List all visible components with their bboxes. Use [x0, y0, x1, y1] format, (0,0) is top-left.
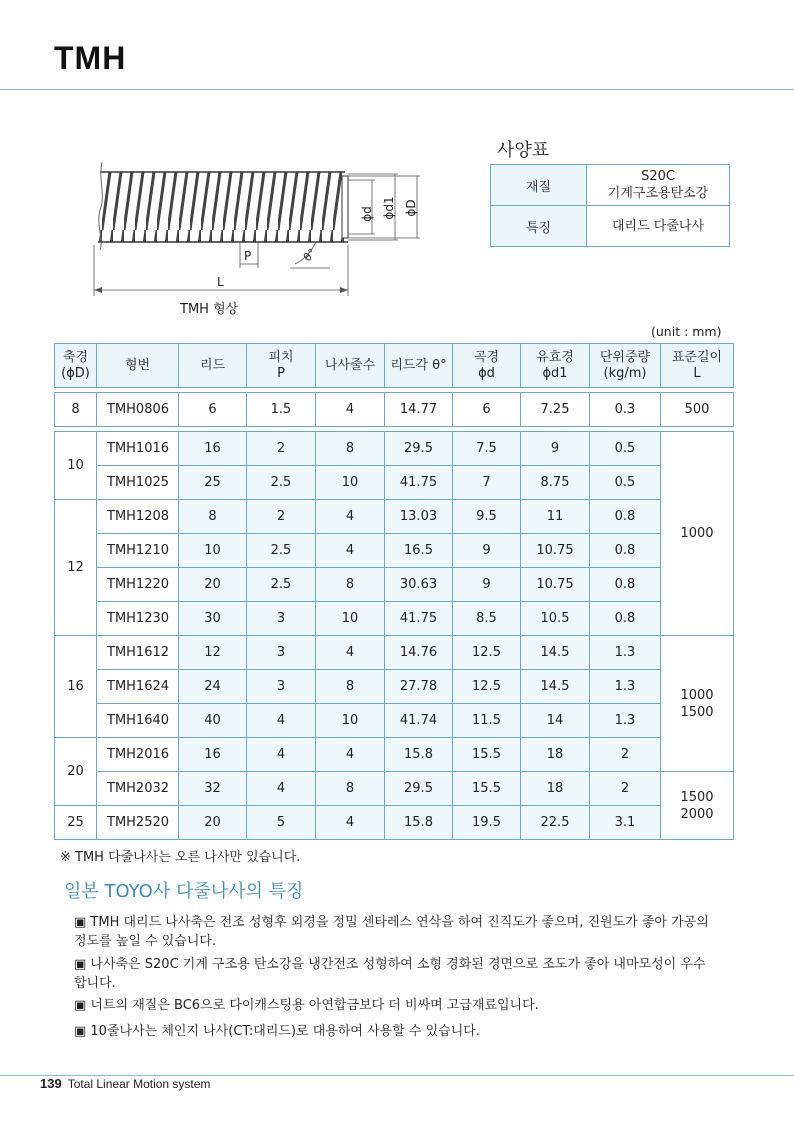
cell-weight: 0.8 [590, 602, 661, 636]
cell-angle: 15.8 [385, 738, 453, 772]
cell-code: TMH1016 [97, 432, 179, 466]
cell-pitch: 5 [247, 806, 316, 840]
feature-value: 대리드 다줄나사 [587, 206, 730, 247]
cell-starts: 4 [316, 738, 385, 772]
feature-item-1: ▣ TMH 대리드 나사축은 전조 성형후 외경을 정밀 센타레스 연삭을 하여 진직도가 좋으며, 진원도가 좋아 가공의 정도를 높일 수 있습니다. [74, 915, 709, 949]
note: ※ TMH 다줄나사는 오른 나사만 있습니다. [60, 850, 301, 865]
cell-root: 9 [453, 568, 521, 602]
table-row [55, 568, 734, 602]
table-row [55, 636, 734, 670]
cell-code: TMH1025 [97, 466, 179, 500]
cell-lead: 16 [179, 738, 247, 772]
features-title: 일본 TOYO사 다줄나사의 특징 [64, 881, 304, 902]
cell-pitch: 3 [247, 636, 316, 670]
cell-starts: 4 [316, 393, 385, 427]
cell-starts: 10 [316, 704, 385, 738]
shaft-diameter: 25 [55, 806, 97, 840]
cell-lead: 24 [179, 670, 247, 704]
shaft-diameter: 12 [55, 500, 97, 636]
cell-angle: 14.77 [385, 393, 453, 427]
cell-lead: 10 [179, 534, 247, 568]
cell-angle: 14.76 [385, 636, 453, 670]
cell-weight: 2 [590, 772, 661, 806]
cell-lead: 25 [179, 466, 247, 500]
cell-weight: 0.8 [590, 568, 661, 602]
cell-code: TMH2016 [97, 738, 179, 772]
table-row [55, 772, 734, 806]
footer [40, 1076, 210, 1091]
cell-lead: 40 [179, 704, 247, 738]
cell-code: TMH1624 [97, 670, 179, 704]
cell-angle: 27.78 [385, 670, 453, 704]
material-label: 재질 [491, 165, 587, 206]
shaft-diameter: 10 [55, 432, 97, 500]
cell-pitch: 2.5 [247, 534, 316, 568]
cell-weight: 0.8 [590, 534, 661, 568]
table-row [55, 806, 734, 840]
label-d1: ϕd1 [382, 196, 396, 220]
cell-eff: 7.25 [521, 393, 590, 427]
table-row [55, 704, 734, 738]
cell-starts: 10 [316, 466, 385, 500]
shaft-diameter: 16 [55, 636, 97, 738]
table-row [55, 432, 734, 466]
standard-length: 1000 [661, 432, 734, 636]
cell-code: TMH1208 [97, 500, 179, 534]
cell-root: 9 [453, 534, 521, 568]
cell-angle: 13.03 [385, 500, 453, 534]
cell-weight: 0.5 [590, 466, 661, 500]
cell-starts: 8 [316, 568, 385, 602]
standard-length: 500 [661, 393, 734, 427]
table-row [55, 393, 734, 427]
header-cell: 축경 (ϕD) [55, 344, 97, 388]
cell-eff: 14.5 [521, 670, 590, 704]
cell-weight: 1.3 [590, 704, 661, 738]
header-cell: 유효경 ϕd1 [521, 344, 590, 388]
table-row [55, 500, 734, 534]
spec-title: 사양표 [497, 140, 550, 161]
cell-eff: 8.75 [521, 466, 590, 500]
cell-angle: 30.63 [385, 568, 453, 602]
cell-pitch: 2.5 [247, 568, 316, 602]
cell-eff: 10.75 [521, 534, 590, 568]
cell-root: 7 [453, 466, 521, 500]
material-value [587, 165, 730, 206]
cell-angle: 41.74 [385, 704, 453, 738]
label-d: ϕd [360, 206, 374, 222]
label-p: P [244, 249, 252, 263]
cell-code: TMH2032 [97, 772, 179, 806]
material-grade: S20C [641, 169, 675, 184]
dimension-table [54, 343, 734, 840]
cell-angle: 15.8 [385, 806, 453, 840]
shaft-diameter: 20 [55, 738, 97, 806]
cell-root: 15.5 [453, 738, 521, 772]
feature-item-4: ▣ 10줄나사는 체인지 나사(CT:대리드)로 대용하여 사용할 수 있습니다. [74, 1024, 480, 1039]
cell-weight: 2 [590, 738, 661, 772]
cell-code: TMH0806 [97, 393, 179, 427]
table-row [55, 466, 734, 500]
cell-code: TMH1220 [97, 568, 179, 602]
cell-lead: 32 [179, 772, 247, 806]
cell-lead: 6 [179, 393, 247, 427]
cell-code: TMH1612 [97, 636, 179, 670]
cell-starts: 4 [316, 500, 385, 534]
cell-root: 15.5 [453, 772, 521, 806]
cell-weight: 1.3 [590, 636, 661, 670]
cell-pitch: 4 [247, 772, 316, 806]
cell-pitch: 2 [247, 500, 316, 534]
cell-starts: 8 [316, 432, 385, 466]
table-row [55, 738, 734, 772]
cell-angle: 16.5 [385, 534, 453, 568]
footer-text: Total Linear Motion system [67, 1077, 211, 1091]
cell-weight: 0.5 [590, 432, 661, 466]
cell-eff: 22.5 [521, 806, 590, 840]
cell-starts: 8 [316, 772, 385, 806]
spec-table [490, 164, 730, 247]
cell-eff: 10.5 [521, 602, 590, 636]
cell-angle: 41.75 [385, 602, 453, 636]
page-number: 139 [40, 1076, 62, 1091]
header-cell: 곡경 ϕd [453, 344, 521, 388]
cell-lead: 16 [179, 432, 247, 466]
header-cell: 리드각 θ° [385, 344, 453, 388]
cell-starts: 8 [316, 670, 385, 704]
feature-item-3: ▣ 너트의 재질은 BC6으로 다이캐스팅용 아연합금보다 더 비싸며 고급재료입니다. [74, 998, 539, 1013]
cell-starts: 4 [316, 806, 385, 840]
cell-code: TMH1640 [97, 704, 179, 738]
label-theta: θ° [300, 246, 319, 265]
cell-pitch: 4 [247, 704, 316, 738]
table-row [55, 670, 734, 704]
cell-lead: 8 [179, 500, 247, 534]
thread-body [98, 172, 348, 242]
cell-pitch: 1.5 [247, 393, 316, 427]
material-desc: 기계구조용탄소강 [607, 186, 709, 201]
cell-root: 19.5 [453, 806, 521, 840]
table-row [55, 602, 734, 636]
cell-angle: 41.75 [385, 466, 453, 500]
cell-lead: 12 [179, 636, 247, 670]
cell-eff: 18 [521, 738, 590, 772]
shape-caption: TMH 형상 [180, 302, 239, 317]
header-cell: 리드 [179, 344, 247, 388]
cell-root: 9.5 [453, 500, 521, 534]
standard-length: 1500 2000 [661, 772, 734, 840]
title-divider [0, 89, 794, 90]
table-header [55, 344, 734, 388]
cell-pitch: 2.5 [247, 466, 316, 500]
cell-starts: 10 [316, 602, 385, 636]
feature-item-2: ▣ 나사축은 S20C 기계 구조용 탄소강을 냉간전조 성형하여 소형 경화된 경면으로 조도가 좋아 내마모성이 우수합니다. [74, 957, 706, 991]
cell-weight: 0.3 [590, 393, 661, 427]
cell-weight: 0.8 [590, 500, 661, 534]
header-cell: 나사줄수 [316, 344, 385, 388]
cell-eff: 10.75 [521, 568, 590, 602]
table-row [55, 534, 734, 568]
cell-eff: 14 [521, 704, 590, 738]
cell-angle: 29.5 [385, 432, 453, 466]
cell-pitch: 3 [247, 670, 316, 704]
shaft-diameter: 8 [55, 393, 97, 427]
standard-length: 1000 1500 [661, 636, 734, 772]
cell-code: TMH1230 [97, 602, 179, 636]
cell-starts: 4 [316, 636, 385, 670]
cell-root: 6 [453, 393, 521, 427]
cell-lead: 20 [179, 806, 247, 840]
cell-starts: 4 [316, 534, 385, 568]
cell-root: 11.5 [453, 704, 521, 738]
cell-eff: 14.5 [521, 636, 590, 670]
screw-drawing [80, 150, 440, 320]
feature-label: 특징 [491, 206, 587, 247]
cell-weight: 3.1 [590, 806, 661, 840]
label-big-d: ϕD [404, 199, 418, 217]
cell-root: 12.5 [453, 670, 521, 704]
header-cell: 피치 P [247, 344, 316, 388]
cell-pitch: 4 [247, 738, 316, 772]
cell-angle: 29.5 [385, 772, 453, 806]
header-cell: 형번 [97, 344, 179, 388]
label-l: L [217, 275, 224, 289]
cell-pitch: 2 [247, 432, 316, 466]
header-cell: 단위중량 (kg/m) [590, 344, 661, 388]
page-title: TMH [54, 40, 127, 76]
cell-pitch: 3 [247, 602, 316, 636]
cell-root: 7.5 [453, 432, 521, 466]
cell-eff: 18 [521, 772, 590, 806]
cell-eff: 11 [521, 500, 590, 534]
cell-code: TMH1210 [97, 534, 179, 568]
cell-lead: 20 [179, 568, 247, 602]
cell-eff: 9 [521, 432, 590, 466]
cell-code: TMH2520 [97, 806, 179, 840]
cell-weight: 1.3 [590, 670, 661, 704]
header-cell: 표준길이 L [661, 344, 734, 388]
unit-label: (unit : mm) [651, 324, 722, 339]
cell-root: 8.5 [453, 602, 521, 636]
cell-lead: 30 [179, 602, 247, 636]
cell-root: 12.5 [453, 636, 521, 670]
